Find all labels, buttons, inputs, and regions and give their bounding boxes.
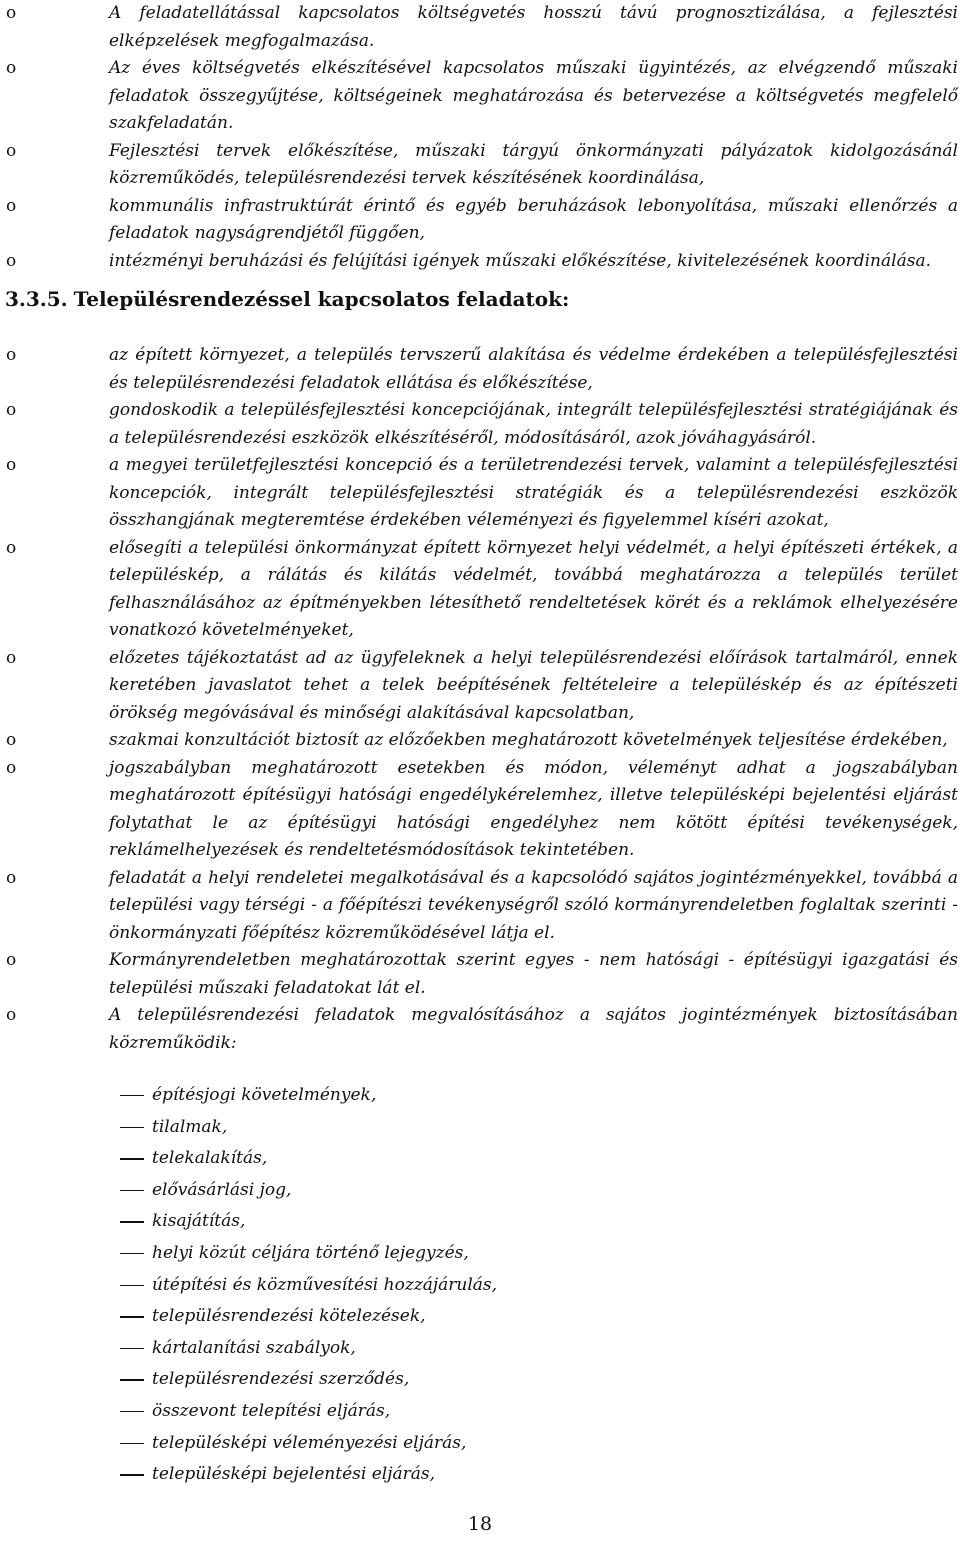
dash-item-text: tilalmak, xyxy=(152,1116,228,1137)
list-item xyxy=(0,1002,960,1057)
dash-list xyxy=(0,1080,960,1491)
list-item-text: elősegíti a települési önkormányzat épített környezet helyi védelmét, a helyi építészeti értékek, a településkép, a rálátás és kilátás védelmét, továbbá meghatározza a település terület felhasználásához az építményekben létesíthető rendeltetések körét és a reklámok elhelyezésére vonatkozó követelményeket, xyxy=(109,537,958,640)
list-item-text: A feladatellátással kapcsolatos költségvetés hosszú távú prognosztizálása, a fejlesztési elképzelések megfogalmazása. xyxy=(109,3,958,51)
list-item xyxy=(0,727,960,755)
dash-marker xyxy=(120,1411,144,1412)
dash-list-item xyxy=(0,1080,960,1112)
list-item xyxy=(0,193,960,248)
dash-item-text: elővásárlási jog, xyxy=(152,1179,292,1200)
dash-list-item xyxy=(0,1112,960,1144)
top-list xyxy=(0,0,960,275)
list-item-text: feladatát a helyi rendeletei megalkotásával és a kapcsolódó sajátos jogintézményekkel, továbbá a települési vagy térségi - a főépítészi tevékenységről szóló kormányrendeletben foglaltak szerinti - önkormányzati főépítész közreműködésével látja el. xyxy=(109,867,958,943)
dash-marker xyxy=(120,1316,144,1317)
dash-list-item xyxy=(0,1396,960,1428)
dash-marker xyxy=(120,1474,144,1475)
list-item xyxy=(0,342,960,397)
list-item xyxy=(0,645,960,728)
list-item-text: intézményi beruházási és felújítási igények műszaki előkészítése, kivitelezésének koordinálása. xyxy=(109,250,931,271)
dash-item-text: helyi közút céljára történő lejegyzés, xyxy=(152,1242,469,1263)
bullet-marker: o xyxy=(6,345,17,365)
dash-list-item xyxy=(0,1333,960,1365)
list-item xyxy=(0,947,960,1002)
dash-list-item xyxy=(0,1238,960,1270)
page-number: 18 xyxy=(467,1513,493,1535)
dash-list-item xyxy=(0,1175,960,1207)
bullet-marker: o xyxy=(6,867,17,888)
dash-marker xyxy=(120,1127,144,1128)
list-item-text: gondoskodik a településfejlesztési koncepciójának, integrált településfejlesztési stratégiájának és a településrendezési eszközök elkészítéséről, módosításáról, azok jóváhagyásáról. xyxy=(109,400,958,448)
dash-item-text: településképi véleményezési eljárás, xyxy=(152,1432,467,1453)
list-item xyxy=(0,0,960,55)
dash-item-text: útépítési és közművesítési hozzájárulás, xyxy=(152,1274,498,1295)
list-item-text: Az éves költségvetés elkészítésével kapcsolatos műszaki ügyintézés, az elvégzendő műszaki feladatok összegyűjtése, költségeinek meghatározása és betervezése a költségvetés megfelelő szakfeladatán. xyxy=(109,58,958,133)
bullet-marker: o xyxy=(6,455,17,475)
list-item xyxy=(0,535,960,645)
bullet-marker: o xyxy=(6,950,17,970)
list-item-text: Kormányrendeletben meghatározottak szerint egyes - nem hatósági - építésügyi igazgatási és települési műszaki feladatokat lát el. xyxy=(109,950,958,998)
dash-item-text: településrendezési kötelezések, xyxy=(152,1306,426,1327)
dash-item-text: összevont telepítési eljárás, xyxy=(152,1400,391,1421)
dash-item-text: településrendezési szerződés, xyxy=(152,1369,410,1390)
bullet-marker: o xyxy=(6,3,17,23)
dash-list-item xyxy=(0,1428,960,1460)
list-item xyxy=(0,138,960,193)
bullet-marker: o xyxy=(6,730,17,750)
bullet-marker: o xyxy=(6,250,17,271)
dash-list-item xyxy=(0,1364,960,1396)
dash-list-item xyxy=(0,1270,960,1302)
dash-item-text: településképi bejelentési eljárás, xyxy=(152,1464,435,1485)
section-list xyxy=(0,342,960,1057)
list-item-text: a megyei területfejlesztési koncepció és a területrendezési tervek, valamint a településfejlesztési koncepciók, integrált településfejlesztési stratégiák és a településrendezési eszközök összhangjának megteremtése érdekében véleményezi és figyelemmel kíséri azokat, xyxy=(109,455,958,530)
list-item xyxy=(0,397,960,452)
bullet-marker: o xyxy=(6,537,17,558)
list-item xyxy=(0,55,960,138)
bullet-marker: o xyxy=(6,195,17,216)
bullet-marker: o xyxy=(6,1005,17,1025)
dash-marker xyxy=(120,1221,144,1222)
dash-marker xyxy=(120,1158,144,1159)
dash-marker xyxy=(120,1379,144,1380)
dash-marker xyxy=(120,1253,144,1254)
bullet-marker: o xyxy=(6,757,17,778)
dash-list-item xyxy=(0,1301,960,1333)
dash-item-text: telekalakítás, xyxy=(152,1148,268,1169)
section-heading xyxy=(5,287,569,311)
list-item xyxy=(0,452,960,535)
dash-item-text: kisajátítás, xyxy=(152,1211,246,1232)
dash-marker xyxy=(120,1095,144,1096)
dash-item-text: kártalanítási szabályok, xyxy=(152,1337,356,1358)
list-item-text: előzetes tájékoztatást ad az ügyfeleknek a helyi településrendezési előírások tartalmáról, ennek keretében javaslatot tehet a telek beépítésének feltételeire a településkép és az építészeti örökség megóvásával és minőségi alakításával kapcsolatban, xyxy=(109,647,958,723)
list-item xyxy=(0,755,960,865)
list-item-text: szakmai konzultációt biztosít az előzőekben meghatározott követelmények teljesítése érdekében, xyxy=(109,730,948,750)
bullet-marker: o xyxy=(6,140,17,161)
dash-marker xyxy=(120,1348,144,1349)
list-item-text: Fejlesztési tervek előkészítése, műszaki tárgyú önkormányzati pályázatok kidolgozásánál közreműködés, településrendezési tervek készítésének koordinálása, xyxy=(109,140,958,188)
dash-item-text: építésjogi követelmények, xyxy=(152,1085,377,1105)
bullet-marker: o xyxy=(6,400,17,420)
bullet-marker: o xyxy=(6,58,17,78)
list-item-text: kommunális infrastruktúrát érintő és egyéb beruházások lebonyolítása, műszaki ellenőrzés a feladatok nagyságrendjétől függően, xyxy=(109,195,958,243)
section-title: Településrendezéssel kapcsolatos feladatok: xyxy=(73,287,570,311)
dash-marker xyxy=(120,1443,144,1444)
list-item-text: jogszabályban meghatározott esetekben és módon, véleményt adhat a jogszabályban meghatározott építésügyi hatósági engedélykérelemhez, illetve településképi bejelentési eljárást folytathat le az építésügyi hatósági engedélyhez nem kötött építési tevékenységek, reklámelhelyezések és rendeltetésmódosítások tekintetében. xyxy=(109,757,958,860)
dash-marker xyxy=(120,1190,144,1191)
dash-list-item xyxy=(0,1459,960,1491)
dash-marker xyxy=(120,1285,144,1286)
dash-list-item xyxy=(0,1143,960,1175)
section-number: 3.3.5. xyxy=(5,287,68,311)
list-item xyxy=(0,865,960,948)
dash-list-item xyxy=(0,1206,960,1238)
list-item xyxy=(0,248,960,276)
list-item-text: az épített környezet, a település tervszerű alakítása és védelme érdekében a településfejlesztési és településrendezési feladatok ellátása és előkészítése, xyxy=(109,345,958,393)
list-item-text: A településrendezési feladatok megvalósításához a sajátos jogintézmények biztosításában közreműködik: xyxy=(109,1005,958,1053)
bullet-marker: o xyxy=(6,647,17,668)
